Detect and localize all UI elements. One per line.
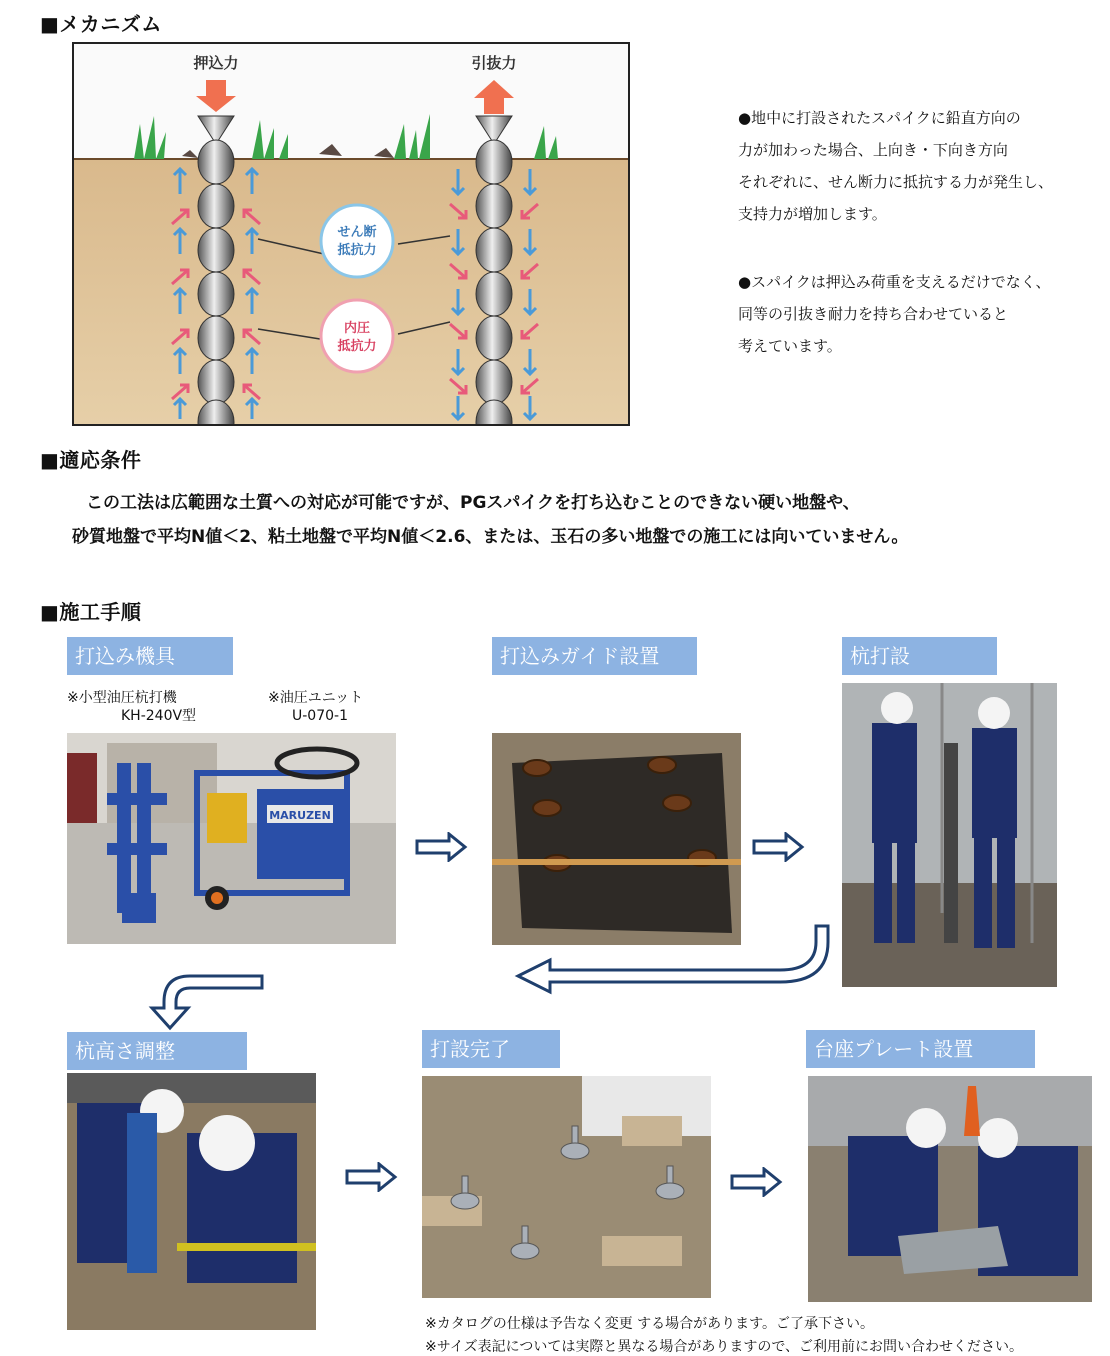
- mechanism-paragraph-2: [738, 266, 1051, 362]
- section-heading-mechanism: ■メカニズム: [40, 12, 162, 36]
- step-label-driving-complete: 打設完了: [422, 1030, 560, 1068]
- conditions-line-2: 砂質地盤で平均N値＜2、粘土地盤で平均N値＜2.6、または、玉石の多い地盤での施工には向いていません。: [72, 527, 909, 547]
- photo-driving-complete: [422, 1076, 711, 1298]
- text-line: ●スパイクは押込み荷重を支えるだけでなく、: [738, 273, 1051, 291]
- mechanism-diagram: [72, 42, 630, 426]
- curved-arrow-down-icon: [140, 972, 270, 1032]
- caption-hydraulic-unit: [268, 689, 363, 725]
- note-2: ※サイズ表記については実際と異なる場合がありますので、ご利用前にお問い合わせください。: [425, 1339, 1024, 1355]
- arrow-right-icon: [415, 832, 469, 862]
- section-heading-conditions: ■適応条件: [40, 448, 142, 472]
- caption-line: KH-240V型: [121, 708, 197, 724]
- maruzen-logo: MARUZEN: [269, 809, 331, 822]
- shear-resistance-bubble: [321, 205, 393, 277]
- photo-equipment: [67, 733, 396, 944]
- spike-diagram: [74, 44, 628, 424]
- arrow-right-icon: [730, 1167, 784, 1197]
- photo-base-plate: [808, 1076, 1092, 1302]
- caption-driver: [67, 689, 196, 725]
- pressure-label-line2: 抵抗力: [337, 339, 377, 354]
- text-line: ●地中に打設されたスパイクに鉛直方向の: [738, 109, 1021, 127]
- step-label-equipment: 打込み機具: [67, 637, 233, 675]
- text-line: 力が加わった場合、上向き・下向き方向: [738, 141, 1008, 159]
- pull-force-label: 引抜力: [471, 54, 517, 72]
- photo-pile-driving: [842, 683, 1057, 987]
- push-force-label: 押込力: [193, 54, 239, 72]
- section-heading-procedure: ■施工手順: [40, 600, 142, 624]
- photo-height-adjust: [67, 1073, 316, 1330]
- conditions-line-1: この工法は広範囲な土質への対応が可能ですが、PGスパイクを打ち込むことのできない硬い地盤や、: [86, 493, 860, 513]
- shear-label-line2: 抵抗力: [337, 243, 377, 258]
- note-1: ※カタログの仕様は予告なく変更 する場合があります。ご了承下さい。: [425, 1316, 875, 1332]
- caption-line: U-070-1: [292, 708, 348, 724]
- arrow-right-icon: [752, 832, 806, 862]
- step-label-base-plate: 台座プレート設置: [806, 1030, 1035, 1068]
- text-line: 同等の引抜き耐力を持ち合わせていると: [738, 305, 1009, 323]
- text-line: それぞれに、せん断力に抵抗する力が発生し、: [738, 173, 1054, 191]
- step-label-guide-setup: 打込みガイド設置: [492, 637, 697, 675]
- text-line: 考えています。: [738, 337, 842, 355]
- step-label-height-adjust: 杭高さ調整: [67, 1032, 247, 1070]
- curved-arrow-left-icon: [510, 922, 840, 1002]
- photo-guide-setup: [492, 733, 741, 945]
- arrow-right-icon: [345, 1162, 399, 1192]
- pressure-resistance-bubble: [321, 300, 393, 372]
- caption-line: ※油圧ユニット: [268, 690, 364, 706]
- step-label-pile-driving: 杭打設: [842, 637, 997, 675]
- pressure-label-line1: 内圧: [343, 321, 371, 336]
- shear-label-line1: せん断: [337, 225, 377, 240]
- caption-line: ※小型油圧杭打機: [67, 690, 177, 706]
- text-line: 支持力が増加します。: [738, 205, 887, 223]
- mechanism-paragraph-1: [738, 102, 1053, 230]
